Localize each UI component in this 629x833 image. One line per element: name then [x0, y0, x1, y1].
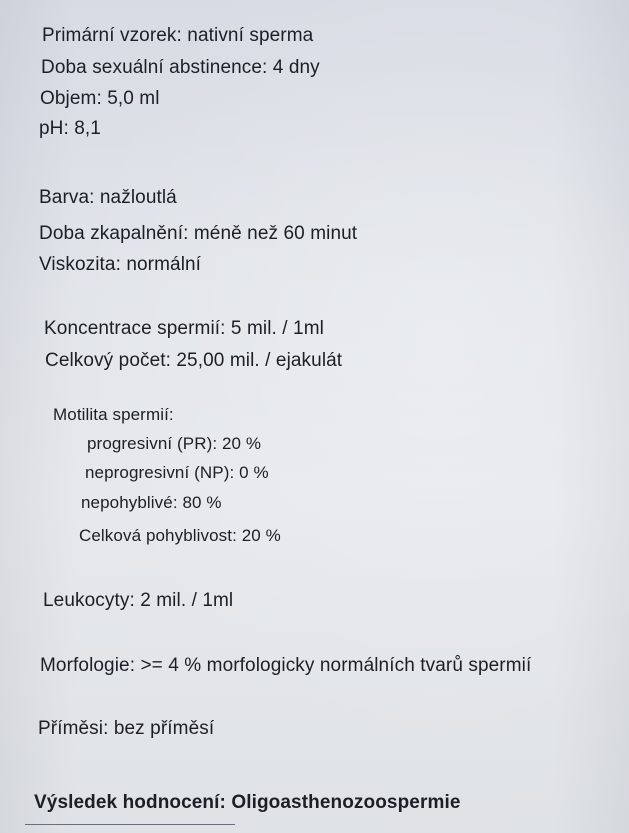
color-line: Barva: nažloutlá [39, 187, 177, 208]
bottom-rule [25, 824, 235, 825]
viscosity-line: Viskozita: normální [39, 254, 202, 275]
immotile-line: nepohyblivé: 80 % [81, 493, 222, 512]
total-motility-line: Celková pohyblivost: 20 % [79, 526, 281, 545]
admixtures-line: Příměsi: bez příměsí [38, 718, 215, 739]
nonprogressive-line: neprogresivní (NP): 0 % [85, 463, 269, 482]
ph-line: pH: 8,1 [39, 118, 101, 139]
liquefaction-line: Doba zkapalnění: méně než 60 minut [39, 223, 358, 244]
concentration-line: Koncentrace spermií: 5 mil. / 1ml [44, 318, 324, 339]
abstinence-line: Doba sexuální abstinence: 4 dny [41, 57, 320, 78]
evaluation-result: Výsledek hodnocení: Oligoasthenozoospermie [34, 792, 461, 813]
morphology-line: Morfologie: >= 4 % morfologicky normálních tvarů spermií [40, 655, 532, 676]
primary-sample-line: Primární vzorek: nativní sperma [42, 25, 314, 46]
total-count-line: Celkový počet: 25,00 mil. / ejakulát [45, 350, 343, 371]
progressive-line: progresivní (PR): 20 % [87, 434, 262, 453]
volume-line: Objem: 5,0 ml [40, 88, 160, 109]
leukocytes-line: Leukocyty: 2 mil. / 1ml [43, 590, 234, 611]
motility-heading: Motilita spermií: [53, 405, 174, 424]
